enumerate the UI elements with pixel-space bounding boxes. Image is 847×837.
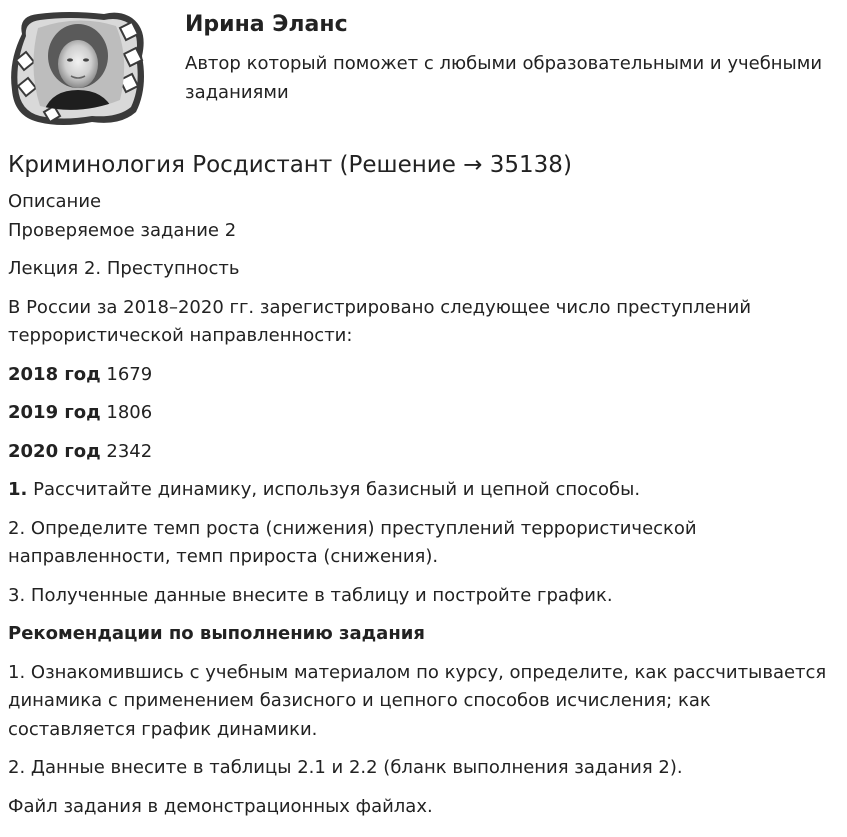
section-label: Описание — [8, 191, 102, 212]
recommendation-item: 2. Данные внесите в таблицы 2.1 и 2.2 (бланк выполнения задания 2). — [8, 757, 683, 778]
year-label: 2018 год — [8, 363, 101, 385]
year-value: 1679 — [106, 363, 153, 385]
year-label: 2019 год — [8, 402, 101, 423]
task-number: 1. — [8, 479, 28, 500]
page-title: Криминология Росдистант (Решение → 35138) — [8, 152, 572, 178]
author-card — [0, 0, 847, 135]
task-item — [8, 582, 838, 611]
task-content — [8, 148, 838, 821]
task-subtitle: Проверяемое задание 2 — [8, 219, 237, 241]
task-text: Определите темп роста (снижения) преступлений террористической направленности, темп прироста (снижения). — [8, 517, 697, 567]
year-row — [8, 361, 838, 390]
year-label: 2020 год — [8, 440, 101, 462]
year-value: 2342 — [106, 440, 153, 462]
avatar-film-frame-icon — [8, 8, 150, 128]
task-intro: В России за 2018–2020 гг. зарегистрировано следующее число преступлений террористической направленности: — [8, 296, 752, 346]
recommendation-item: 1. Ознакомившись с учебным материалом по курсу, определите, как рассчитывается динамика с применением базисного и цепного способов исчисления; как составляется график динамики. — [8, 661, 827, 740]
task-item — [8, 476, 838, 505]
year-row — [8, 438, 838, 467]
author-avatar[interactable] — [8, 8, 150, 128]
demo-files-note: Файл задания в демонстрационных файлах. — [8, 795, 433, 817]
task-text: Рассчитайте динамику, используя базисный и цепной способы. — [27, 479, 641, 500]
task-text: Полученные данные внесите в таблицу и постройте график. — [25, 584, 613, 606]
lecture-title: Лекция 2. Преступность — [8, 258, 240, 279]
year-row — [8, 399, 838, 428]
author-description: Автор который поможет с любыми образовательными и учебными заданиями — [185, 53, 823, 103]
task-number: 3. — [8, 584, 26, 606]
task-item — [8, 515, 838, 572]
year-value: 1806 — [106, 402, 153, 423]
recommendations-heading: Рекомендации по выполнению задания — [8, 623, 425, 644]
task-number: 2. — [8, 517, 26, 539]
author-name[interactable]: Ирина Эланс — [185, 12, 348, 37]
